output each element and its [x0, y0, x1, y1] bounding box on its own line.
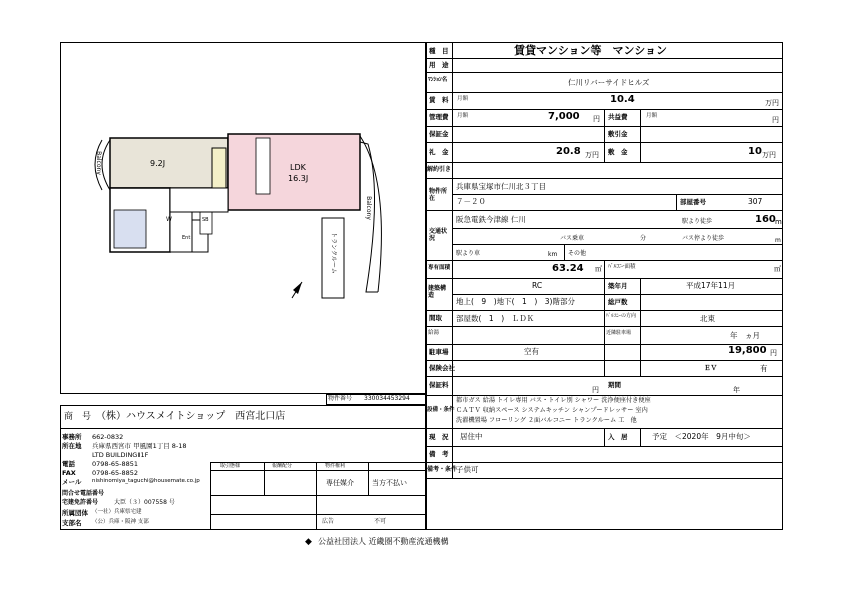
nen-kagetsu-value: 年 ヵ月: [730, 331, 760, 340]
kanrihi-prefix: 月額: [457, 113, 469, 119]
line-value: 阪急電鉄今津線 仁川: [456, 215, 526, 224]
shozaichi-label: 所在地: [62, 442, 82, 450]
joken-value: 子供可: [456, 465, 479, 474]
room-label: 9.2J: [150, 159, 166, 168]
chushajo-fee-value: 19,800: [728, 345, 767, 356]
hokensha-label: 保険会社: [429, 364, 455, 372]
hosyo-unit: 円: [592, 386, 599, 394]
nyukyo-value: 予定 ＜2020年 9月中旬＞: [652, 432, 751, 441]
shubetsu-label: 種 目: [429, 47, 449, 55]
shozoku-value: （一社）兵庫県宅建: [92, 509, 142, 515]
kozo-value: RC: [532, 281, 543, 290]
heya-bango-value: 307: [748, 197, 763, 206]
setsubi-label: 設備・条件: [427, 407, 455, 413]
address-2: ７－２０: [456, 197, 486, 206]
shozoku-label: 所属団体: [62, 509, 88, 517]
kyutou-label: 給湯: [428, 330, 440, 336]
setsubi-line-2: ＣＡＴＶ 収納スペース システムキッチン シャンプードレッサー 室内: [456, 407, 648, 414]
fax-value: 0798-65-8852: [92, 469, 139, 477]
kyoekihi-prefix: 月額: [646, 113, 658, 119]
shogo-value: （株）ハウスメイトショップ 西宮北口店: [96, 411, 286, 422]
eki-kuruma-label: 駅より車: [456, 250, 481, 257]
sb-label: SB: [202, 217, 209, 223]
hoshokin-label: 保証金: [429, 130, 449, 138]
genkyo-label: 現 況: [429, 433, 449, 441]
toiawase-label: 問合せ電話番号: [62, 490, 105, 497]
chinryo-value: 10.4: [610, 94, 635, 105]
kokoku-value: 不可: [374, 518, 387, 525]
mansion-name-value: 仁川リバーサイドヒルズ: [568, 78, 650, 87]
kanrihi-unit: 円: [593, 115, 600, 123]
biko-joken-label: 備考・条件: [427, 466, 458, 473]
kokoku-label: 広告: [322, 518, 335, 525]
bus-toho-unit: m: [775, 237, 781, 244]
shikikin-value: 10: [748, 146, 762, 157]
denwa-label: 電話: [62, 460, 75, 468]
kikan-unit: 年: [733, 386, 740, 394]
shibu-value: （公）兵庫・阪神 支部: [92, 519, 149, 525]
setsubi-line-3: 洗濯機置場 フローリング ２面バルコニー トランクルーム 工 他: [456, 417, 637, 424]
menseki-unit: ㎡: [595, 265, 602, 273]
biko-label: 備 考: [429, 450, 449, 458]
madori-label: 間取: [429, 314, 442, 322]
sou-kosu-label: 総戸数: [608, 298, 628, 306]
bus-fun: 分: [640, 235, 647, 242]
kinrin-label: 近隣駐車場: [606, 330, 632, 336]
balcony-menseki-unit: ㎡: [774, 265, 781, 273]
kozo-label: 建築構造: [428, 285, 447, 300]
toho-value: 160: [755, 214, 776, 225]
mansion-name-label: ﾏﾝｼｮﾝ名: [428, 77, 448, 83]
footer-logo-icon: ◆: [305, 537, 312, 547]
genkyo-value: 居住中: [460, 432, 483, 441]
km-unit: km: [548, 251, 558, 258]
haibun-value: 当方不払い: [372, 479, 407, 487]
jimusho-label: 事務所: [62, 433, 82, 441]
kyoekihi-label: 共益費: [608, 113, 628, 121]
menkyo-label: 宅建免許番号: [62, 499, 99, 506]
reikin-unit: 万円: [585, 151, 599, 159]
kenri-label: 物件権利: [325, 463, 346, 469]
shozaichi-value-2: LTD BUILDINGⅡ1F: [92, 451, 149, 459]
bus-label: バス乗車: [560, 235, 585, 242]
bukken-no-label: 物件番号: [328, 395, 353, 402]
chushajo-label: 駐車場: [429, 348, 449, 356]
setsubi-line-1: 都市ガス 給湯 トイレ専用 バス・トイレ別 シャワー 洗浄便座付き便座: [456, 397, 651, 404]
toho-unit: m: [775, 218, 782, 226]
balcony-menseki-label: ﾊﾞﾙｺﾆｰ面積: [608, 264, 636, 270]
sonota-label: その他: [568, 250, 587, 257]
balcony-left-label: Balcony: [94, 151, 102, 175]
mail-label: メール: [62, 478, 82, 486]
mail-value: nishinomiya_taguchi@housemate.co.jp: [92, 478, 200, 484]
hosyo-label: 保証料: [429, 381, 449, 389]
heya-bango-label: 部屋番号: [680, 198, 706, 206]
kotsu-label: 交通状況: [429, 228, 448, 243]
trunk-room-label: トランクルーム: [329, 232, 337, 274]
chushajo-value: 空有: [524, 347, 539, 356]
ldk-size-label: 16.3J: [288, 174, 309, 183]
chiku-value: 平成17年11月: [686, 281, 736, 290]
ldk-label: LDK: [290, 163, 306, 172]
kaiyakubiki-label: 解約引き: [427, 166, 452, 173]
kyoekihi-unit: 円: [772, 116, 779, 124]
balcony-houko-label: ﾊﾞﾙｺﾆｰの方向: [606, 313, 637, 319]
title-value: 賃貸マンション等 マンション: [514, 44, 668, 57]
chushajo-fee-unit: 円: [770, 349, 777, 357]
chinryo-prefix: 月額: [457, 96, 469, 102]
houko-value: 北東: [700, 314, 715, 323]
kaisu-value: 地上( 9 )地下( 1 ) 3)階部分: [456, 297, 575, 306]
shozaichi-value-1: 兵庫県西宮市 甲風園1丁目 8-18: [92, 442, 187, 450]
shikikin-unit: 万円: [762, 151, 776, 159]
reikin-label: 礼 金: [429, 148, 449, 156]
menkyo-value: 大臣（３）007558 号: [114, 499, 175, 506]
youto-label: 用 途: [429, 61, 449, 69]
bukken-shozai-label: 物件所在: [429, 188, 448, 203]
bukken-no-value: 330034453294: [364, 395, 410, 402]
bus-toho-label: バス停より徒歩: [682, 235, 725, 242]
chinryo-unit: 万円: [765, 99, 779, 107]
address-1: 兵庫県宝塚市仁川北３丁目: [456, 182, 546, 191]
ev-label: ＥＶ: [704, 364, 717, 372]
kanrihi-value: 7,000: [548, 111, 580, 122]
denwa-value: 0798-65-8851: [92, 460, 139, 468]
menseki-value: 63.24: [552, 263, 584, 274]
jimusho-value: 662-0832: [92, 433, 124, 441]
reikin-value: 20.8: [556, 146, 581, 157]
torihiki-value: 専任媒介: [326, 479, 354, 487]
w-label: W: [166, 216, 172, 223]
torihiki-label: 取引態様: [220, 463, 241, 469]
chinryo-label: 賃 料: [429, 96, 449, 104]
chiku-label: 築年月: [608, 282, 628, 290]
shikibiki-label: 敷引金: [608, 130, 628, 138]
fax-label: FAX: [62, 469, 76, 477]
eki-toho-label: 駅より徒歩: [682, 218, 713, 225]
senyu-label: 専有面積: [428, 265, 451, 271]
shikikin-label: 敷 金: [608, 148, 628, 156]
shibu-label: 支部名: [62, 519, 82, 527]
kanrihi-label: 管理費: [429, 113, 449, 121]
hoshu-label: 報酬配分: [272, 463, 293, 469]
nyukyo-label: 入 居: [608, 433, 628, 441]
ev-value: 有: [760, 364, 768, 373]
kikan-label: 期間: [608, 381, 621, 389]
footer-text: 公益社団法人 近畿圏不動産流通機構: [318, 537, 449, 546]
ent-label: Ent: [182, 235, 191, 241]
madori-value: 部屋数( 1 ) ＬＤＫ: [456, 314, 535, 323]
balcony-right-label: Balcony: [364, 196, 372, 220]
shogo-label: 商 号: [64, 412, 92, 422]
